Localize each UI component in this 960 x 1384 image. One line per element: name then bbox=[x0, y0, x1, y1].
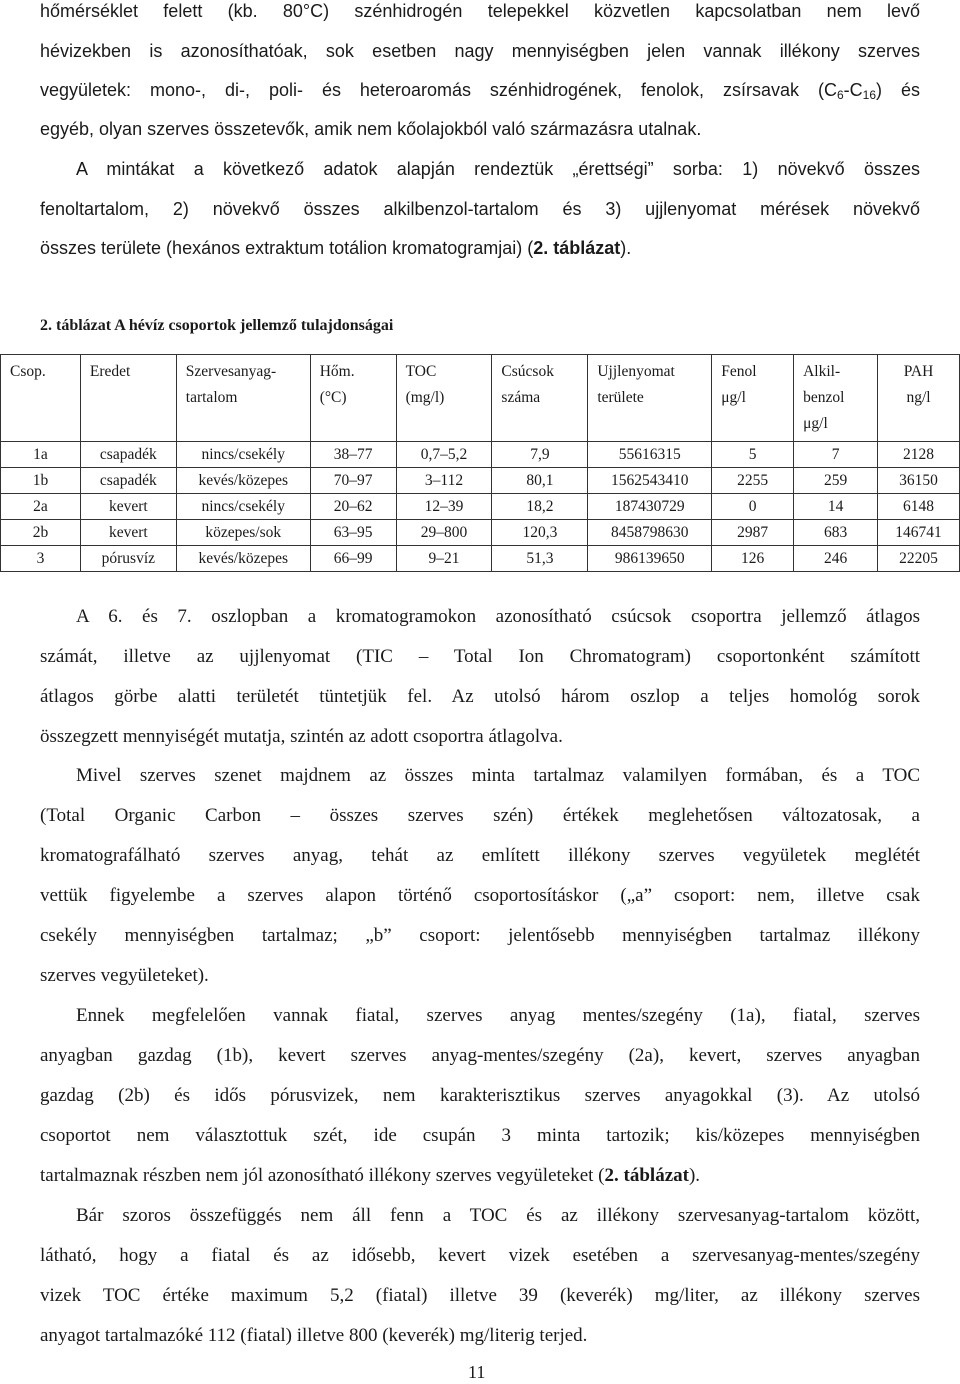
cell-eredet: csapadék bbox=[80, 442, 176, 468]
paragraph-1-line-1: A 6. és 7. oszlopban a kromatogramokon azonosítható csúcsok csoportra jellemző átlagos bbox=[76, 606, 920, 627]
cell-alkilbenzol: 7 bbox=[794, 442, 878, 468]
header-fenol: Fenol μg/l bbox=[712, 355, 794, 442]
cell-csucsok: 7,9 bbox=[492, 442, 588, 468]
cell-pah: 146741 bbox=[878, 520, 960, 546]
intro-line-5: A mintákat a következő adatok alapján rendeztük „érettségi” sorba: 1) növekvő összes bbox=[76, 159, 920, 179]
cell-toc: 0,7–5,2 bbox=[396, 442, 492, 468]
cell-szervesanyag: nincs/csekély bbox=[176, 494, 310, 520]
paragraph-1-line-3: átlagos görbe alatti területét tüntetjük fel. Az utolsó három oszlop a teljes homológ sorok bbox=[40, 686, 920, 707]
cell-toc: 9–21 bbox=[396, 546, 492, 572]
cell-toc: 12–39 bbox=[396, 494, 492, 520]
data-table bbox=[0, 354, 960, 572]
header-eredet: Eredet bbox=[80, 355, 176, 442]
cell-ujjlenyomat: 1562543410 bbox=[588, 468, 712, 494]
cell-szervesanyag: nincs/csekély bbox=[176, 442, 310, 468]
table-header-row bbox=[1, 355, 960, 442]
cell-szervesanyag: közepes/sok bbox=[176, 520, 310, 546]
header-homerseklet: Hőm. (°C) bbox=[310, 355, 396, 442]
intro-line-7: összes területe (hexános extraktum totálion kromatogramjai) (2. táblázat). bbox=[40, 238, 632, 258]
paragraph-3-line-2: anyagban gazdag (1b), kevert szerves anyag-mentes/szegény (2a), kevert, szerves anyagban bbox=[40, 1045, 920, 1066]
table-row bbox=[1, 442, 960, 468]
cell-toc: 29–800 bbox=[396, 520, 492, 546]
header-csop: Csop. bbox=[1, 355, 81, 442]
cell-eredet: kevert bbox=[80, 494, 176, 520]
cell-alkilbenzol: 683 bbox=[794, 520, 878, 546]
paragraph-2-line-2: (Total Organic Carbon – összes szerves szén) értékek meglehetősen változatosak, a bbox=[40, 805, 920, 826]
paragraph-4-line-2: látható, hogy a fiatal és az idősebb, kevert vizek esetében a szervesanyag-mentes/szegény bbox=[40, 1245, 920, 1266]
paragraph-2-line-4: vettük figyelembe a szerves alapon történő csoportosításkor („a” csoport: nem, illetve csak bbox=[40, 885, 920, 906]
table-row bbox=[1, 468, 960, 494]
page-number: 11 bbox=[468, 1362, 486, 1382]
cell-ujjlenyomat: 187430729 bbox=[588, 494, 712, 520]
paragraph-3-line-3: gazdag (2b) és idős pórusvizek, nem karakterisztikus szerves anyagokkal (3). Az utolsó bbox=[40, 1085, 920, 1106]
header-pah: PAH ng/l bbox=[878, 355, 960, 442]
paragraph-3-line-4: csoportot nem választottuk szét, ide csupán 3 minta tartozik; kis/közepes mennyiségben bbox=[40, 1125, 920, 1146]
paragraph-2-line-6: szerves vegyületeket). bbox=[40, 965, 209, 986]
cell-csucsok: 80,1 bbox=[492, 468, 588, 494]
cell-csucsok: 120,3 bbox=[492, 520, 588, 546]
cell-homerseklet: 20–62 bbox=[310, 494, 396, 520]
intro-line-6: fenoltartalom, 2) növekvő összes alkilbenzol-tartalom és 3) ujjlenyomat mérések növekvő bbox=[40, 199, 920, 219]
cell-szervesanyag: kevés/közepes bbox=[176, 468, 310, 494]
paragraph-1-line-4: összegzett mennyiségét mutatja, szintén az adott csoportra átlagolva. bbox=[40, 726, 563, 747]
table-row bbox=[1, 494, 960, 520]
cell-ujjlenyomat: 986139650 bbox=[588, 546, 712, 572]
cell-pah: 22205 bbox=[878, 546, 960, 572]
table-row bbox=[1, 546, 960, 572]
header-csucsok: Csúcsok száma bbox=[492, 355, 588, 442]
paragraph-2-line-3: kromatografálható szerves anyag, tehát az említett illékony szerves vegyületek meglétét bbox=[40, 845, 920, 866]
cell-fenol: 5 bbox=[712, 442, 794, 468]
header-toc: TOC (mg/l) bbox=[396, 355, 492, 442]
cell-alkilbenzol: 259 bbox=[794, 468, 878, 494]
paragraph-4-line-4: anyagot tartalmazóké 112 (fiatal) illetve 800 (keverék) mg/literig terjed. bbox=[40, 1325, 588, 1346]
cell-fenol: 2255 bbox=[712, 468, 794, 494]
cell-homerseklet: 66–99 bbox=[310, 546, 396, 572]
paragraph-3-line-5: tartalmaznak részben nem jól azonosítható illékony szerves vegyületeket (2. táblázat). bbox=[40, 1165, 701, 1186]
cell-fenol: 2987 bbox=[712, 520, 794, 546]
cell-csop: 2b bbox=[1, 520, 81, 546]
cell-pah: 36150 bbox=[878, 468, 960, 494]
table-caption: 2. táblázat A hévíz csoportok jellemző tulajdonságai bbox=[40, 317, 394, 334]
cell-szervesanyag: kevés/közepes bbox=[176, 546, 310, 572]
cell-csop: 2a bbox=[1, 494, 81, 520]
paragraph-4-line-1: Bár szoros összefüggés nem áll fenn a TOC és az illékony szervesanyag-tartalom között, bbox=[76, 1205, 920, 1226]
paragraph-4-line-3: vizek TOC értéke maximum 5,2 (fiatal) illetve 39 (keverék) mg/liter, az illékony szerves bbox=[40, 1285, 920, 1306]
cell-eredet: kevert bbox=[80, 520, 176, 546]
cell-ujjlenyomat: 55616315 bbox=[588, 442, 712, 468]
cell-pah: 6148 bbox=[878, 494, 960, 520]
cell-homerseklet: 38–77 bbox=[310, 442, 396, 468]
cell-alkilbenzol: 246 bbox=[794, 546, 878, 572]
header-alkilbenzol: Alkil- benzol μg/l bbox=[794, 355, 878, 442]
cell-csop: 1b bbox=[1, 468, 81, 494]
paragraph-2-line-5: csekély mennyiségben tartalmaz; „b” csoport: jelentősebb mennyiségben tartalmaz illékony bbox=[40, 925, 920, 946]
intro-line-1: hőmérséklet felett (kb. 80°C) szénhidrogén telepekkel közvetlen kapcsolatban nem levő bbox=[40, 1, 920, 21]
cell-eredet: csapadék bbox=[80, 468, 176, 494]
cell-ujjlenyomat: 8458798630 bbox=[588, 520, 712, 546]
cell-homerseklet: 63–95 bbox=[310, 520, 396, 546]
cell-fenol: 126 bbox=[712, 546, 794, 572]
table-row bbox=[1, 520, 960, 546]
header-ujjlenyomat: Ujjlenyomat területe bbox=[588, 355, 712, 442]
header-szervesanyag: Szervesanyag- tartalom bbox=[176, 355, 310, 442]
intro-line-2: hévizekben is azonosíthatóak, sok esetben nagy mennyiségben jelen vannak illékony szerves bbox=[40, 41, 920, 61]
cell-csucsok: 51,3 bbox=[492, 546, 588, 572]
cell-pah: 2128 bbox=[878, 442, 960, 468]
cell-eredet: pórusvíz bbox=[80, 546, 176, 572]
cell-homerseklet: 70–97 bbox=[310, 468, 396, 494]
cell-fenol: 0 bbox=[712, 494, 794, 520]
cell-toc: 3–112 bbox=[396, 468, 492, 494]
cell-alkilbenzol: 14 bbox=[794, 494, 878, 520]
paragraph-2-line-1: Mivel szerves szenet majdnem az összes minta tartalmaz valamilyen formában, és a TOC bbox=[76, 765, 920, 786]
paragraph-3-line-1: Ennek megfelelően vannak fiatal, szerves anyag mentes/szegény (1a), fiatal, szerves bbox=[76, 1005, 920, 1026]
cell-csop: 1a bbox=[1, 442, 81, 468]
intro-line-3: vegyületek: mono-, di-, poli- és heteroaromás szénhidrogének, fenolok, zsírsavak $(C_6-C_{16})$ és bbox=[40, 80, 920, 102]
cell-csop: 3 bbox=[1, 546, 81, 572]
intro-line-4: egyéb, olyan szerves összetevők, amik nem kőolajokból való származásra utalnak. bbox=[40, 119, 702, 139]
cell-csucsok: 18,2 bbox=[492, 494, 588, 520]
paragraph-1-line-2: számát, illetve az ujjlenyomat (TIC – Total Ion Chromatogram) csoportonként számított bbox=[40, 646, 920, 667]
